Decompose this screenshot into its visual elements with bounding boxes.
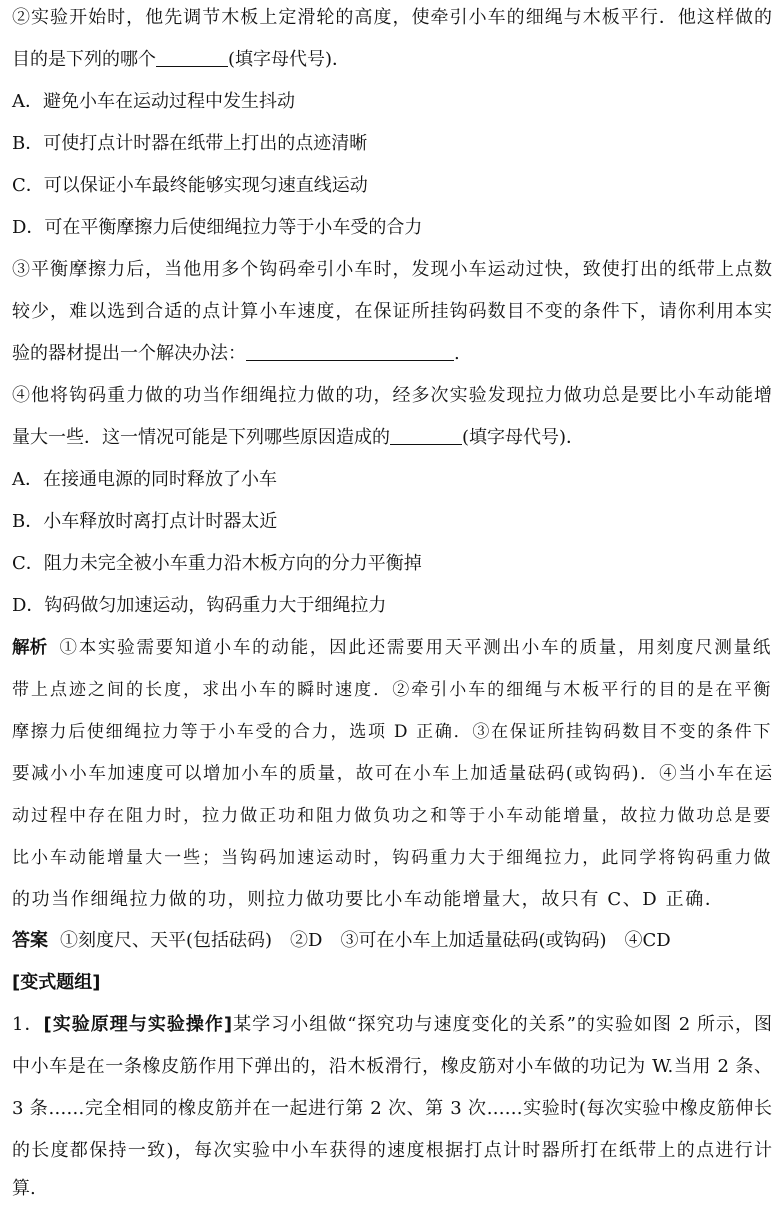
q4-line-2 — [12, 426, 584, 450]
q2-answer-blank — [156, 48, 228, 67]
q1-tag: [实验原理与实验操作] — [43, 1014, 233, 1035]
section-title: [变式题组] — [12, 972, 101, 993]
analysis-label: 解析 — [12, 638, 48, 658]
analysis-line-7: 的功当作细绳拉力做的功，则拉力做功要比小车动能增量大，故只有 C、D 正确． — [12, 889, 725, 910]
answer-label: 答案 — [12, 930, 48, 951]
q3-answer-blank — [246, 342, 454, 361]
q2-option-d: D．可在平衡摩擦力后使细绳拉力等于小车受的合力 — [12, 217, 423, 238]
q2-option-c: C．可以保证小车最终能够实现匀速直线运动 — [12, 175, 368, 196]
q3-line-1: ③平衡摩擦力后，当他用多个钩码牵引小车时，发现小车运动过快，致使打出的纸带上点数 — [12, 259, 772, 280]
q3-line-3 — [12, 342, 460, 366]
q1-line-1-text: 某学习小组做“探究功与速度变化的关系”的实验如图 2 所示，图 — [232, 1014, 772, 1035]
answer-text: ①刻度尺、天平(包括砝码) ②D ③可在小车上加适量砝码(或钩码) ④CD — [60, 930, 671, 951]
q3-line-3-suffix: . — [454, 343, 460, 364]
answer-line — [12, 929, 671, 953]
analysis-text-1: ①本实验需要知道小车的动能，因此还需要用天平测出小车的质量，用刻度尺测量纸 — [59, 638, 772, 658]
q4-option-b: B．小车释放时离打点计时器太近 — [12, 511, 278, 532]
q2-line-2-prefix: 目的是下列的哪个 — [12, 49, 156, 70]
analysis-line-2: 带上点迹之间的长度，求出小车的瞬时速度．②牵引小车的细绳与木板平行的目的是在平衡 — [12, 680, 772, 700]
analysis-line-5: 动过程中存在阻力时，拉力做正功和阻力做负功之和等于小车动能增量，故拉力做功总是要 — [12, 806, 772, 826]
analysis-line-6: 比小车动能增量大一些；当钩码加速运动时，钩码重力大于细绳拉力，此同学将钩码重力做 — [12, 848, 772, 868]
q2-line-2 — [12, 48, 350, 72]
analysis-line-4: 要减小小车加速度可以增加小车的质量，故可在小车上加适量砝码(或钩码)．④当小车在运 — [12, 764, 774, 784]
q2-line-1: ②实验开始时，他先调节木板上定滑轮的高度，使牵引小车的细绳与木板平行．他这样做的 — [12, 7, 772, 28]
q1-number: 1． — [12, 1014, 44, 1035]
q1-line-1 — [12, 1013, 772, 1037]
q1-line-4: 的长度都保持一致)，每次实验中小车获得的速度根据打点计时器所打在纸带上的点进行计 — [12, 1140, 772, 1161]
q4-option-c: C．阻力未完全被小车重力沿木板方向的分力平衡掉 — [12, 553, 422, 574]
q1-line-5: 算. — [12, 1178, 36, 1199]
q4-option-a: A．在接通电源的同时释放了小车 — [12, 469, 277, 490]
q3-line-2: 较少，难以选到合适的点计算小车速度，在保证所挂钩码数目不变的条件下，请你利用本实 — [12, 301, 772, 322]
q4-answer-blank — [390, 426, 462, 445]
q4-line-2-suffix: (填字母代号)． — [462, 427, 585, 448]
q2-option-b: B．可使打点计时器在纸带上打出的点迹清晰 — [12, 133, 368, 154]
q1-line-2: 中小车是在一条橡皮筋作用下弹出的，沿木板滑行，橡皮筋对小车做的功记为 W.当用 2 条、 — [12, 1056, 772, 1077]
q4-option-d: D．钩码做匀加速运动，钩码重力大于细绳拉力 — [12, 595, 387, 616]
q4-line-1: ④他将钩码重力做的功当作细绳拉力做的功，经多次实验发现拉力做功总是要比小车动能增 — [12, 385, 772, 406]
q2-line-2-suffix: (填字母代号)． — [228, 49, 351, 70]
q3-line-3-prefix: 验的器材提出一个解决办法： — [12, 343, 246, 364]
analysis-line-1 — [12, 636, 772, 660]
q4-line-2-prefix: 量大一些．这一情况可能是下列哪些原因造成的 — [12, 427, 390, 448]
q2-option-a: A．避免小车在运动过程中发生抖动 — [12, 91, 295, 112]
analysis-line-3: 摩擦力后使细绳拉力等于小车受的合力，选项 D 正确．③在保证所挂钩码数目不变的条件下 — [12, 722, 772, 742]
q1-line-3: 3 条……完全相同的橡皮筋并在一起进行第 2 次、第 3 次……实验时(每次实验中橡皮筋伸长 — [12, 1098, 772, 1119]
